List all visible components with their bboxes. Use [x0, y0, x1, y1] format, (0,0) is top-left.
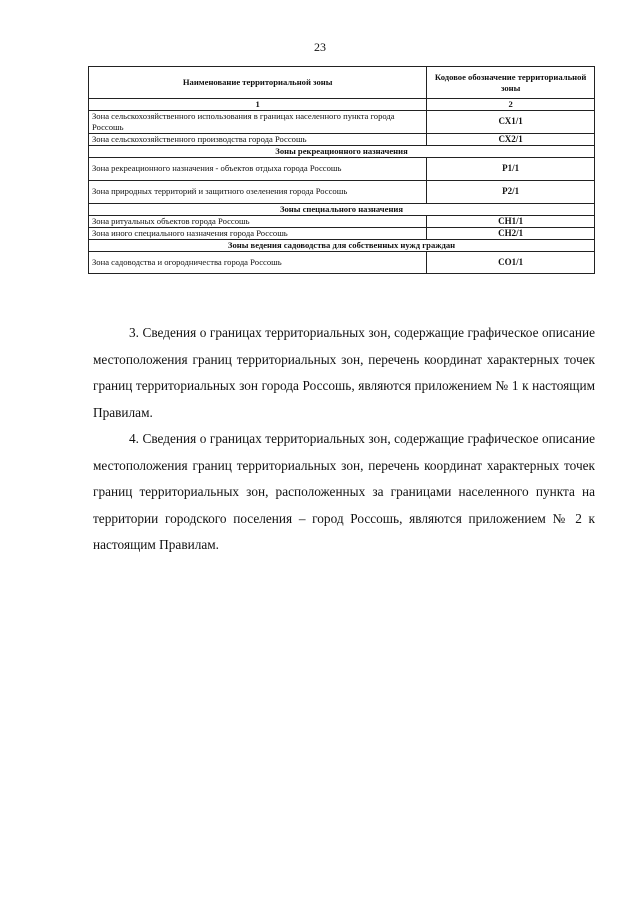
zone-name: Зона ритуальных объектов города Россошь	[89, 215, 427, 227]
header-zone-code: Кодовое обозначение территориальной зоны	[427, 67, 595, 99]
group-row	[89, 239, 595, 251]
zone-code: СХ1/1	[427, 110, 595, 133]
column-number-row	[89, 99, 595, 111]
table-row	[89, 133, 595, 145]
table-row	[89, 110, 595, 133]
header-zone-name: Наименование территориальной зоны	[89, 67, 427, 99]
table-row	[89, 157, 595, 180]
zone-name: Зона рекреационного назначения - объектов отдыха города Россошь	[89, 157, 427, 180]
zone-code: СО1/1	[427, 251, 595, 273]
group-title: Зоны рекреационного назначения	[89, 145, 595, 157]
zone-name: Зона садоводства и огородничества города Россошь	[89, 251, 427, 273]
zone-code: СХ2/1	[427, 133, 595, 145]
paragraph-3: 3. Сведения о границах территориальных зон, содержащие графическое описание местоположения границ территориальных зон, перечень координат характерных точек границ территориальных зон города Россошь, являются приложением № 1 к настоящим Правилам.	[93, 325, 595, 420]
table-row	[89, 215, 595, 227]
zone-code: Р2/1	[427, 180, 595, 203]
group-title: Зоны специального назначения	[89, 203, 595, 215]
group-title: Зоны ведения садоводства для собственных нужд граждан	[89, 239, 595, 251]
zone-name: Зона сельскохозяйственного использования в границах населенного пункта города Россошь	[89, 110, 427, 133]
group-row	[89, 145, 595, 157]
group-row	[89, 203, 595, 215]
column-number-2: 2	[427, 99, 595, 111]
zone-code: СН1/1	[427, 215, 595, 227]
table-row	[89, 227, 595, 239]
zone-name: Зона иного специального назначения города Россошь	[89, 227, 427, 239]
territorial-zones-table	[88, 66, 595, 274]
zone-code: Р1/1	[427, 157, 595, 180]
zone-name: Зона сельскохозяйственного производства города Россошь	[89, 133, 427, 145]
paragraph-4: 4. Сведения о границах территориальных зон, содержащие графическое описание местоположения границ территориальных зон, перечень координат характерных точек границ территориальных зон, расположенных за границами населенного пункта на территории городского поселения – город Россошь, являются приложением № 2 к настоящим Правилам.	[93, 431, 595, 552]
zone-name: Зона природных территорий и защитного озеленения города Россошь	[89, 180, 427, 203]
zone-code: СН2/1	[427, 227, 595, 239]
table-header-row	[89, 67, 595, 99]
column-number-1: 1	[89, 99, 427, 111]
table-row	[89, 180, 595, 203]
page-number: 23	[314, 40, 326, 54]
table-row	[89, 251, 595, 273]
